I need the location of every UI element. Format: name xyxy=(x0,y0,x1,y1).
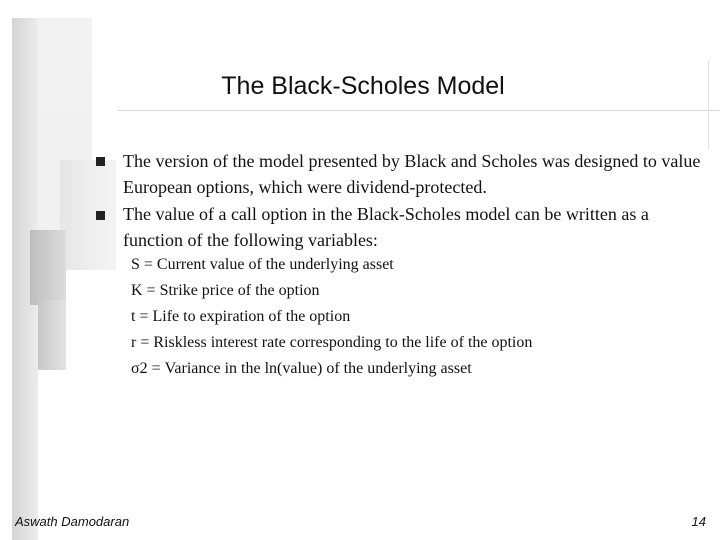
bullet-marker xyxy=(96,157,105,166)
variable-item: S = Current value of the underlying asset xyxy=(131,256,394,273)
bullet-text: The value of a call option in the Black-Scholes model can be written as a function of the following variables: xyxy=(123,204,649,250)
bullet-text: The version of the model presented by Black and Scholes was designed to value European options, which were dividend-protected. xyxy=(123,151,701,197)
variable-item: σ2 = Variance in the ln(value) of the underlying asset xyxy=(131,360,472,377)
variable-item: r = Riskless interest rate corresponding to the life of the option xyxy=(131,334,533,351)
decorative-background-panel xyxy=(60,160,116,270)
variable-item: t = Life to expiration of the option xyxy=(131,308,351,325)
decorative-left-bar xyxy=(38,300,66,370)
variable-list xyxy=(131,252,691,382)
slide-title: The Black-Scholes Model xyxy=(221,72,505,100)
variable-item: K = Strike price of the option xyxy=(131,282,320,299)
footer-author: Aswath Damodaran xyxy=(15,514,130,529)
bullet-marker xyxy=(96,211,105,220)
decorative-left-bar xyxy=(30,230,66,305)
title-divider xyxy=(118,110,720,111)
page-number: 14 xyxy=(691,514,706,529)
